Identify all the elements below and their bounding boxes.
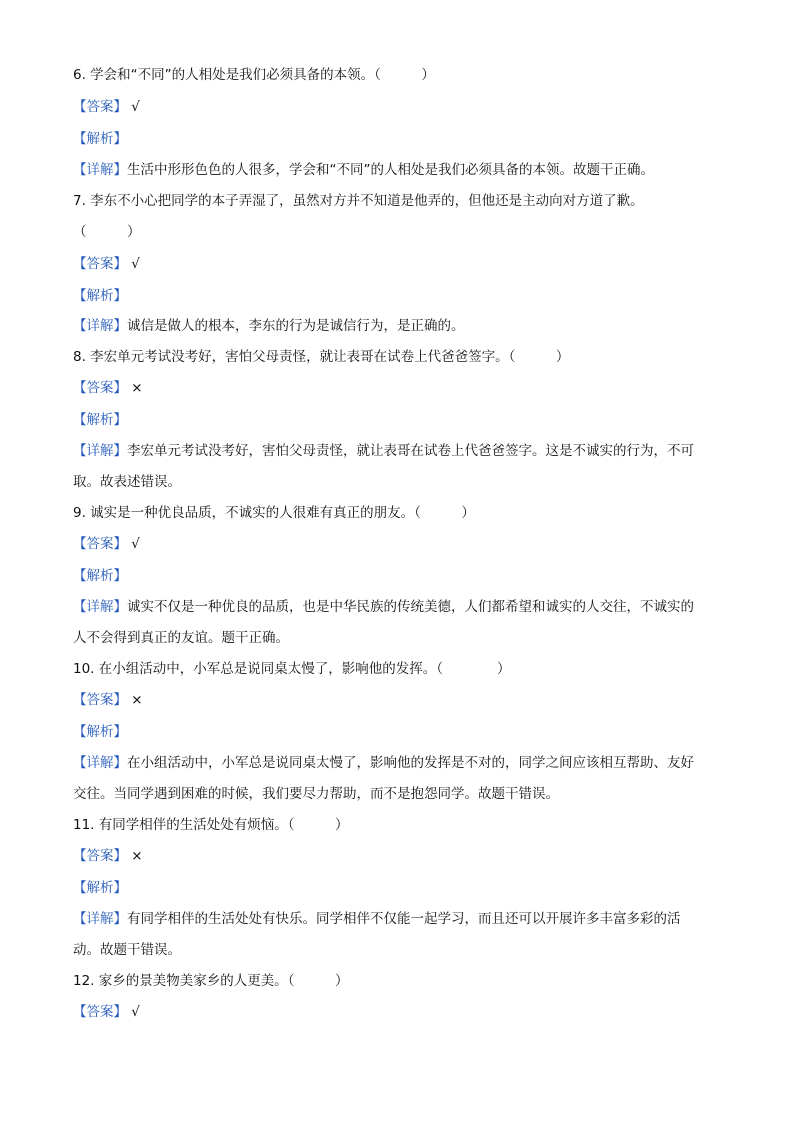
- detail-tag: 【详解】: [73, 599, 127, 615]
- detail-text: 有同学相伴的生活处处有快乐。同学相伴不仅能一起学习，而且还可以开展许多丰富多彩的活: [127, 911, 681, 927]
- analysis-tag-7: 【解析】: [73, 288, 127, 304]
- answer-tag: 【答案】: [73, 380, 127, 396]
- answer-tag: 【答案】: [73, 848, 127, 864]
- answer-tag: 【答案】: [73, 99, 127, 115]
- detail-8-cont: 取。故表述错误。: [73, 474, 181, 490]
- detail-8: [73, 441, 733, 461]
- detail-11: [73, 909, 733, 929]
- question-7-cont: （ ）: [73, 224, 141, 240]
- answer-tag: 【答案】: [73, 1004, 127, 1020]
- question-9: 9. 诚实是一种优良品质，不诚实的人很难有真正的朋友。（ ）: [73, 505, 475, 521]
- question-10: 10. 在小组活动中，小军总是说同桌太慢了，影响他的发挥。（ ）: [73, 661, 511, 677]
- answer-10: [73, 690, 733, 710]
- question-12: 12. 家乡的景美物美家乡的人更美。（ ）: [73, 973, 349, 989]
- answer-mark: √: [131, 536, 140, 552]
- answer-tag: 【答案】: [73, 536, 127, 552]
- detail-tag: 【详解】: [73, 911, 127, 927]
- detail-text: 诚实不仅是一种优良的品质，也是中华民族的传统美德，人们都希望和诚实的人交往，不诚实的: [127, 599, 694, 615]
- analysis-tag-10: 【解析】: [73, 724, 127, 740]
- answer-tag: 【答案】: [73, 256, 127, 272]
- detail-6: [73, 160, 733, 180]
- answer-8: [73, 378, 733, 398]
- answer-mark: √: [131, 99, 140, 115]
- answer-tag: 【答案】: [73, 692, 127, 708]
- question-6: 6. 学会和“不同”的人相处是我们必须具备的本领。（ ）: [73, 67, 435, 83]
- detail-text: 诚信是做人的根本，李东的行为是诚信行为，是正确的。: [127, 318, 465, 334]
- answer-11: [73, 846, 733, 866]
- analysis-tag-6: 【解析】: [73, 131, 127, 147]
- detail-9-cont: 人不会得到真正的友谊。题干正确。: [73, 630, 289, 646]
- detail-10: [73, 753, 733, 773]
- question-11: 11. 有同学相伴的生活处处有烦恼。（ ）: [73, 817, 349, 833]
- detail-11-cont: 动。故题干错误。: [73, 942, 181, 958]
- detail-text: 李宏单元考试没考好，害怕父母责怪，就让表哥在试卷上代爸爸签字。这是不诚实的行为，不可: [127, 443, 694, 459]
- answer-mark: ×: [131, 380, 143, 396]
- detail-text: 生活中形形色色的人很多，学会和“不同”的人相处是我们必须具备的本领。故题干正确。: [127, 162, 654, 178]
- detail-9: [73, 597, 733, 617]
- analysis-tag-8: 【解析】: [73, 412, 127, 428]
- analysis-tag-9: 【解析】: [73, 568, 127, 584]
- question-8: 8. 李宏单元考试没考好，害怕父母责怪，就让表哥在试卷上代爸爸签字。（ ）: [73, 349, 570, 365]
- detail-10-cont: 交往。当同学遇到困难的时候，我们要尽力帮助，而不是抱怨同学。故题干错误。: [73, 786, 559, 802]
- answer-6: [73, 97, 733, 117]
- answer-12: [73, 1002, 733, 1022]
- answer-mark: ×: [131, 848, 143, 864]
- answer-9: [73, 534, 733, 554]
- detail-tag: 【详解】: [73, 443, 127, 459]
- detail-tag: 【详解】: [73, 318, 127, 334]
- analysis-tag-11: 【解析】: [73, 880, 127, 896]
- detail-tag: 【详解】: [73, 755, 127, 771]
- question-7: 7. 李东不小心把同学的本子弄湿了，虽然对方并不知道是他弄的，但他还是主动向对方道了歉。: [73, 193, 644, 209]
- detail-tag: 【详解】: [73, 162, 127, 178]
- answer-mark: ×: [131, 692, 143, 708]
- answer-mark: √: [131, 1004, 140, 1020]
- answer-mark: √: [131, 256, 140, 272]
- detail-7: [73, 316, 733, 336]
- detail-text: 在小组活动中，小军总是说同桌太慢了，影响他的发挥是不对的，同学之间应该相互帮助、友好: [127, 755, 694, 771]
- answer-7: [73, 254, 733, 274]
